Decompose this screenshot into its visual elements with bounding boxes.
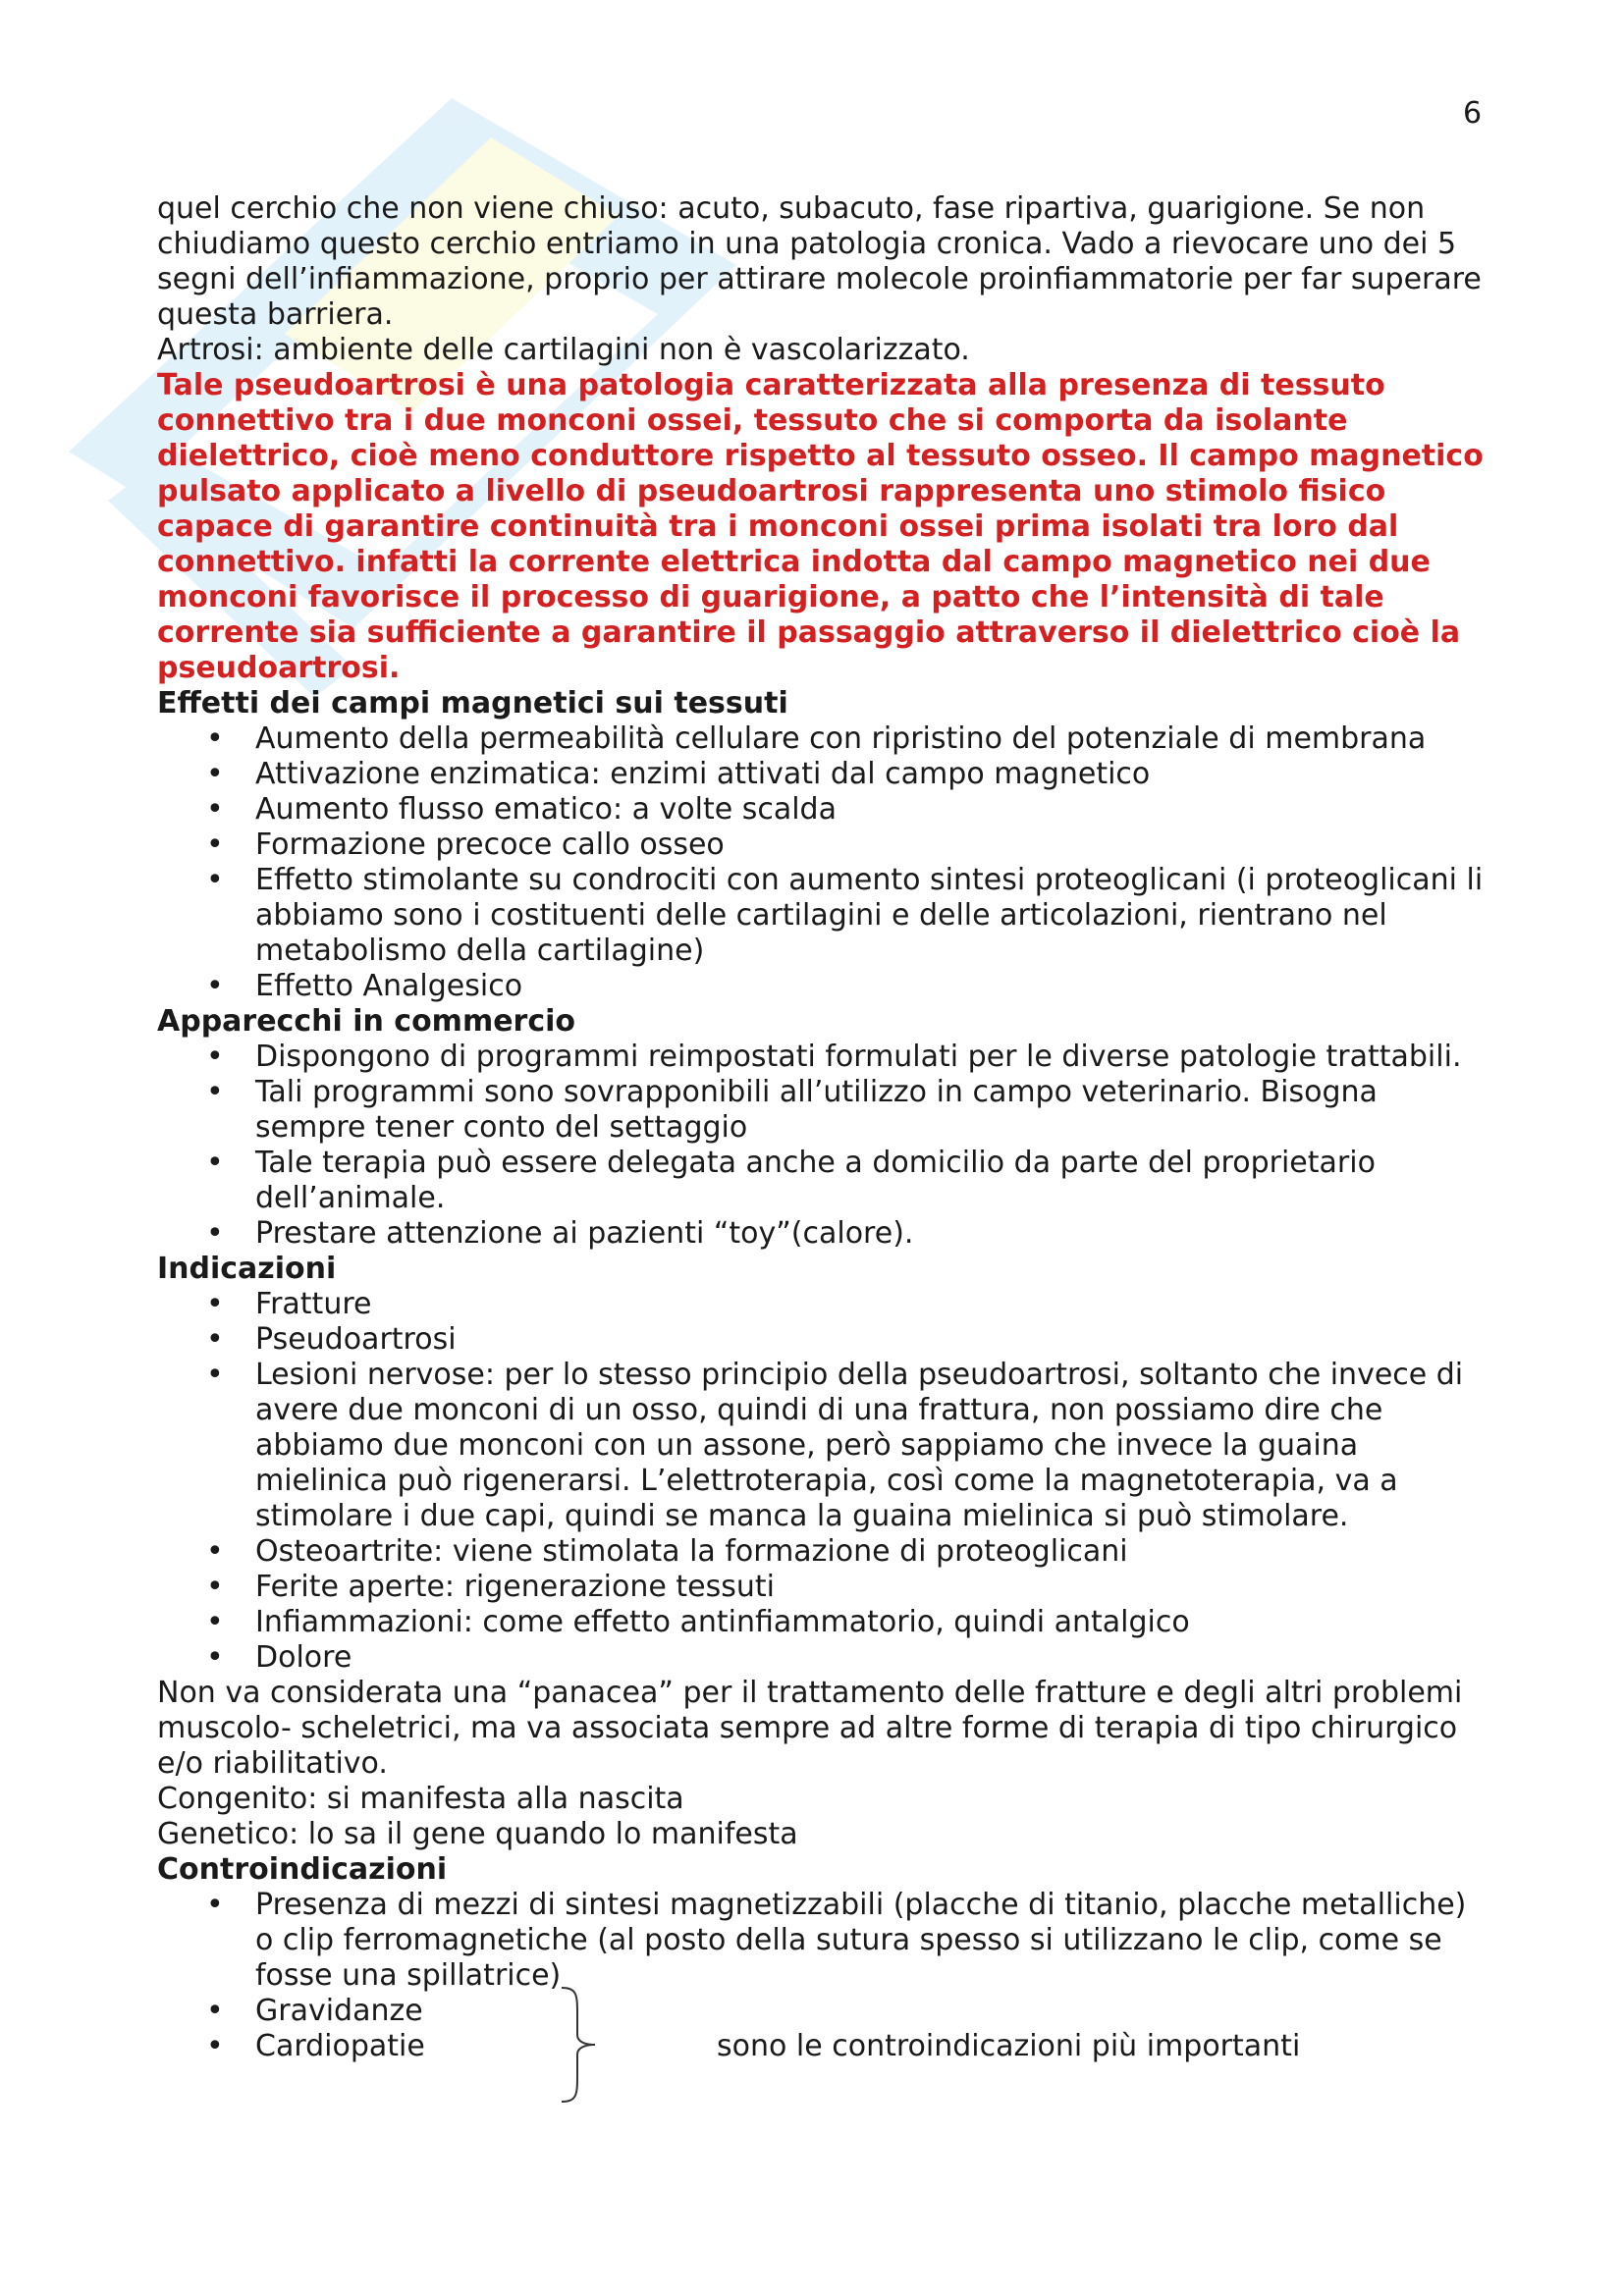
list-item: • Aumento della permeabilità cellulare con ripristino del potenziale di membrana	[157, 721, 1492, 757]
controindicazioni-heading: Controindicazioni	[157, 1852, 448, 1887]
indicazioni-heading: Indicazioni	[157, 1252, 337, 1286]
intro-paragraph: quel cerchio che non viene chiuso: acuto, subacuto, fase ripartiva, guarigione. Se non chiudiamo questo cerchio entriamo in una patologia cronica. Vado a rievocare uno dei 5 segni dell’infiammazione, proprio per attirare molecole proinfiammatorie per far superare questa barriera.	[157, 191, 1482, 332]
list-item: • Gravidanze	[157, 1994, 1492, 2029]
pseudoartrosi-highlight: Tale pseudoartrosi è una patologia caratterizzata alla presenza di tessuto connettivo tra i due monconi ossei, tessuto che si comporta da isolante dielettrico, cioè meno conduttore rispetto al tessuto osseo. Il campo magnetico pulsato applicato a livello di pseudoartrosi rappresenta uno stimolo fisico capace di garantire continuità tra i monconi ossei prima isolati tra loro dal connettivo. infatti la corrente elettrica indotta dal campo magnetico nei due monconi favorisce il processo di guarigione, a patto che l’intensità di tale corrente sia sufficiente a garantire il passaggio attraverso il dielettrico cioè la pseudoartrosi.	[157, 368, 1484, 685]
controindicazioni-list	[157, 1888, 1492, 2064]
document-body	[157, 191, 1492, 2064]
list-item: • Tali programmi sono sovrapponibili all’utilizzo in campo veterinario. Bisogna sempre tener conto del settaggio	[157, 1075, 1492, 1146]
curly-brace-icon	[560, 1986, 599, 2104]
apparecchi-list	[157, 1040, 1492, 1252]
indicazioni-list	[157, 1287, 1492, 1676]
list-item: • Tale terapia può essere delegata anche a domicilio da parte del proprietario dell’animale.	[157, 1146, 1492, 1216]
cardiopatie-label: Cardiopatie	[255, 2029, 425, 2063]
list-item: • Effetto Analgesico	[157, 969, 1492, 1004]
apparecchi-heading: Apparecchi in commercio	[157, 1004, 576, 1039]
list-item: • Formazione precoce callo osseo	[157, 828, 1492, 863]
congenito-note: Congenito: si manifesta alla nascita	[157, 1782, 684, 1816]
effetti-list	[157, 721, 1492, 1004]
list-item: • Aumento flusso ematico: a volte scalda	[157, 792, 1492, 828]
list-item: • Infiammazioni: come effetto antinfiammatorio, quindi antalgico	[157, 1605, 1492, 1640]
list-item: • Prestare attenzione ai pazienti “toy”(calore).	[157, 1216, 1492, 1252]
genetico-note: Genetico: lo sa il gene quando lo manifesta	[157, 1817, 798, 1851]
list-item: • Ferite aperte: rigenerazione tessuti	[157, 1570, 1492, 1605]
artrosi-line: Artrosi: ambiente delle cartilagini non è vascolarizzato.	[157, 333, 970, 367]
effetti-heading: Effetti dei campi magnetici sui tessuti	[157, 686, 788, 721]
list-item: • Presenza di mezzi di sintesi magnetizzabili (placche di titanio, placche metalliche) o clip ferromagnetiche (al posto della sutura spesso si utilizzano le clip, come se fosse una spillatrice)	[157, 1888, 1492, 1994]
list-item: • Osteoartrite: viene stimolata la formazione di proteoglicani	[157, 1534, 1492, 1570]
list-item: • Lesioni nervose: per lo stesso principio della pseudoartrosi, soltanto che invece di avere due monconi di un osso, quindi di una frattura, non possiamo dire che abbiamo due monconi con un assone, però sappiamo che invece la guaina mielinica può rigenerarsi. L’elettroterapia, così come la magnetoterapia, va a stimolare i due capi, quindi se manca la guaina mielinica si può stimolare.	[157, 1358, 1492, 1534]
list-item: • Dolore	[157, 1640, 1492, 1676]
list-item: • Fratture	[157, 1287, 1492, 1322]
list-item: • Attivazione enzimatica: enzimi attivati dal campo magnetico	[157, 757, 1492, 792]
list-item: • Effetto stimolante su condrociti con aumento sintesi proteoglicani (i proteoglicani li abbiamo sono i costituenti delle cartilagini e delle articolazioni, rientrano nel metabolismo della cartilagine)	[157, 863, 1492, 969]
brace-note: sono le controindicazioni più importanti	[717, 2029, 1301, 2063]
page-number: 6	[1463, 96, 1483, 131]
list-item: • Pseudoartrosi	[157, 1322, 1492, 1358]
list-item: • Dispongono di programmi reimpostati formulati per le diverse patologie trattabili.	[157, 1040, 1492, 1075]
list-item-with-brace	[157, 2029, 1492, 2064]
panacea-note: Non va considerata una “panacea” per il trattamento delle fratture e degli altri problemi muscolo- scheletrici, ma va associata sempre ad altre forme di terapia di tipo chirurgico e/o riabilitativo.	[157, 1676, 1463, 1781]
